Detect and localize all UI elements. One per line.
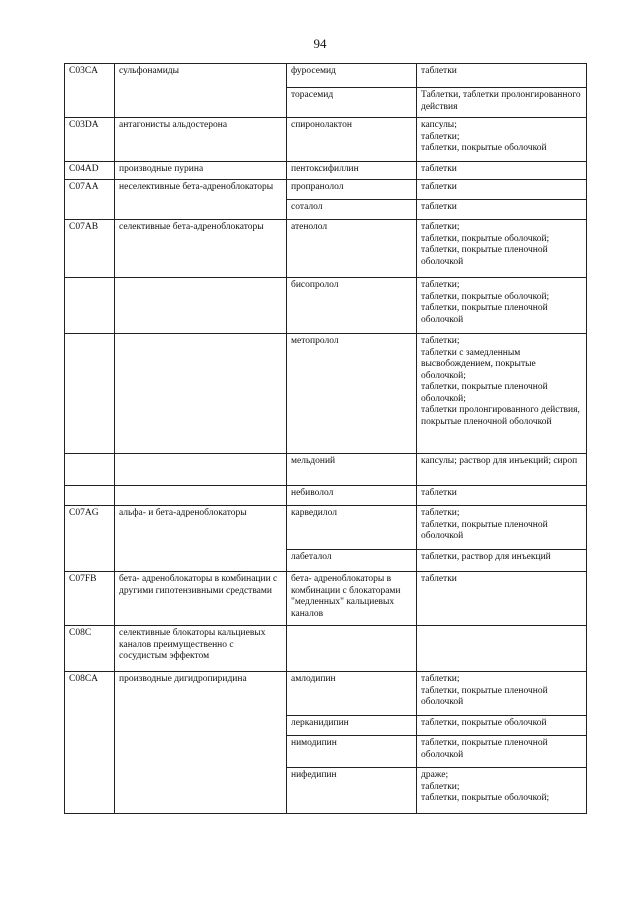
group-name: сульфонамиды	[115, 64, 287, 118]
form-line: таблетки	[421, 488, 457, 498]
group-name: бета- адреноблокаторы в комбинации с другими гипотензивными средствами	[115, 572, 287, 626]
table-row	[65, 672, 587, 716]
atc-code	[65, 454, 115, 486]
group-name: производные дигидропиридина	[115, 672, 287, 814]
dosage-form	[417, 64, 587, 88]
dosage-form	[417, 572, 587, 626]
form-line: таблетки с замедленным высвобождением, покрытые оболочкой;	[421, 347, 536, 381]
table-row	[65, 454, 587, 486]
atc-code: C04AD	[65, 162, 115, 180]
atc-code: C03CA	[65, 64, 115, 118]
form-line: таблетки, покрытые пленочной оболочкой	[421, 685, 548, 708]
atc-code: C03DA	[65, 118, 115, 162]
form-line: драже;	[421, 770, 449, 780]
table-row	[65, 626, 587, 672]
dosage-form	[417, 672, 587, 716]
dosage-form	[417, 162, 587, 180]
table-row	[65, 180, 587, 200]
atc-code: C07AB	[65, 220, 115, 278]
inn-name: пропранолол	[287, 180, 417, 200]
atc-code: C07AA	[65, 180, 115, 220]
page-number: 94	[313, 36, 327, 51]
dosage-form	[417, 768, 587, 814]
form-line: таблетки	[421, 66, 457, 76]
dosage-form	[417, 626, 587, 672]
inn-name: нифедипин	[287, 768, 417, 814]
inn-name	[287, 626, 417, 672]
inn-name: бисопролол	[287, 278, 417, 334]
group-name	[115, 334, 287, 454]
form-line: таблетки;	[421, 222, 460, 232]
form-line: таблетки, покрытые оболочкой;	[421, 233, 550, 244]
dosage-form	[417, 118, 587, 162]
dosage-form	[417, 180, 587, 200]
group-name: неселективные бета-адреноблокаторы	[115, 180, 287, 220]
inn-name: спиронолактон	[287, 118, 417, 162]
group-name: производные пурина	[115, 162, 287, 180]
form-line: таблетки	[421, 182, 457, 192]
form-line: таблетки, покрытые оболочкой	[421, 143, 547, 154]
form-line: капсулы;	[421, 120, 457, 130]
drug-table	[64, 63, 587, 814]
table-row	[65, 278, 587, 334]
atc-code	[65, 334, 115, 454]
inn-name: лабеталол	[287, 550, 417, 572]
form-line: таблетки пролонгированного действия, покрытые пленочной оболочкой	[421, 405, 580, 428]
group-name: селективные блокаторы кальциевых каналов преимущественно с сосудистым эффектом	[115, 626, 287, 672]
form-line: таблетки;	[421, 781, 460, 792]
atc-code: C07AG	[65, 506, 115, 572]
table-row	[65, 220, 587, 278]
form-line: таблетки, покрытые пленочной оболочкой	[421, 245, 548, 267]
inn-name: карведилол	[287, 506, 417, 550]
dosage-form	[417, 220, 587, 278]
group-name	[115, 278, 287, 334]
inn-name: атенолол	[287, 220, 417, 278]
table-row	[65, 506, 587, 550]
dosage-form	[417, 334, 587, 454]
dosage-form	[417, 486, 587, 506]
atc-code: C08C	[65, 626, 115, 672]
form-line: таблетки	[421, 202, 457, 212]
dosage-form	[417, 550, 587, 572]
form-line: таблетки;	[421, 508, 460, 518]
atc-code: C07FB	[65, 572, 115, 626]
form-line: таблетки;	[421, 336, 460, 346]
form-line: таблетки, покрытые пленочной оболочкой;	[421, 382, 548, 404]
inn-name: нимодипин	[287, 736, 417, 768]
dosage-form	[417, 200, 587, 220]
inn-name: бета- адреноблокаторы в комбинации с блокаторами "медленных" кальциевых каналов	[287, 572, 417, 626]
inn-name: небиволол	[287, 486, 417, 506]
dosage-form	[417, 736, 587, 768]
inn-name: мельдоний	[287, 454, 417, 486]
table-row	[65, 118, 587, 162]
atc-code: C08CA	[65, 672, 115, 814]
inn-name: амлодипин	[287, 672, 417, 716]
group-name	[115, 486, 287, 506]
atc-code	[65, 278, 115, 334]
group-name: селективные бета-адреноблокаторы	[115, 220, 287, 278]
form-line: таблетки, покрытые оболочкой	[421, 718, 547, 728]
dosage-form	[417, 88, 587, 118]
form-line: таблетки, раствор для инъекций	[421, 552, 551, 562]
table-row	[65, 162, 587, 180]
form-line: таблетки, покрытые пленочной оболочкой	[421, 303, 548, 325]
inn-name: фуросемид	[287, 64, 417, 88]
group-name	[115, 454, 287, 486]
dosage-form	[417, 716, 587, 736]
inn-name: пентоксифиллин	[287, 162, 417, 180]
form-line: таблетки;	[421, 131, 460, 142]
form-line: таблетки, покрытые оболочкой;	[421, 793, 550, 804]
form-line: таблетки, покрытые пленочной оболочкой	[421, 519, 548, 542]
form-line: таблетки	[421, 574, 457, 584]
group-name: альфа- и бета-адреноблокаторы	[115, 506, 287, 572]
dosage-form	[417, 278, 587, 334]
dosage-form	[417, 506, 587, 550]
form-line: Таблетки, таблетки пролонгированного действия	[421, 90, 581, 112]
inn-name: соталол	[287, 200, 417, 220]
table-row	[65, 486, 587, 506]
inn-name: лерканидипин	[287, 716, 417, 736]
form-line: таблетки, покрытые пленочной оболочкой	[421, 738, 548, 760]
form-line: таблетки, покрытые оболочкой;	[421, 291, 550, 302]
form-line: таблетки;	[421, 674, 460, 684]
form-line: таблетки	[421, 164, 457, 174]
table-row	[65, 334, 587, 454]
dosage-form	[417, 454, 587, 486]
atc-code	[65, 486, 115, 506]
form-line: капсулы; раствор для инъекций; сироп	[421, 456, 578, 466]
inn-name: метопролол	[287, 334, 417, 454]
form-line: таблетки;	[421, 280, 460, 290]
table-row	[65, 64, 587, 88]
group-name: антагонисты альдостерона	[115, 118, 287, 162]
table-row	[65, 572, 587, 626]
inn-name: торасемид	[287, 88, 417, 118]
